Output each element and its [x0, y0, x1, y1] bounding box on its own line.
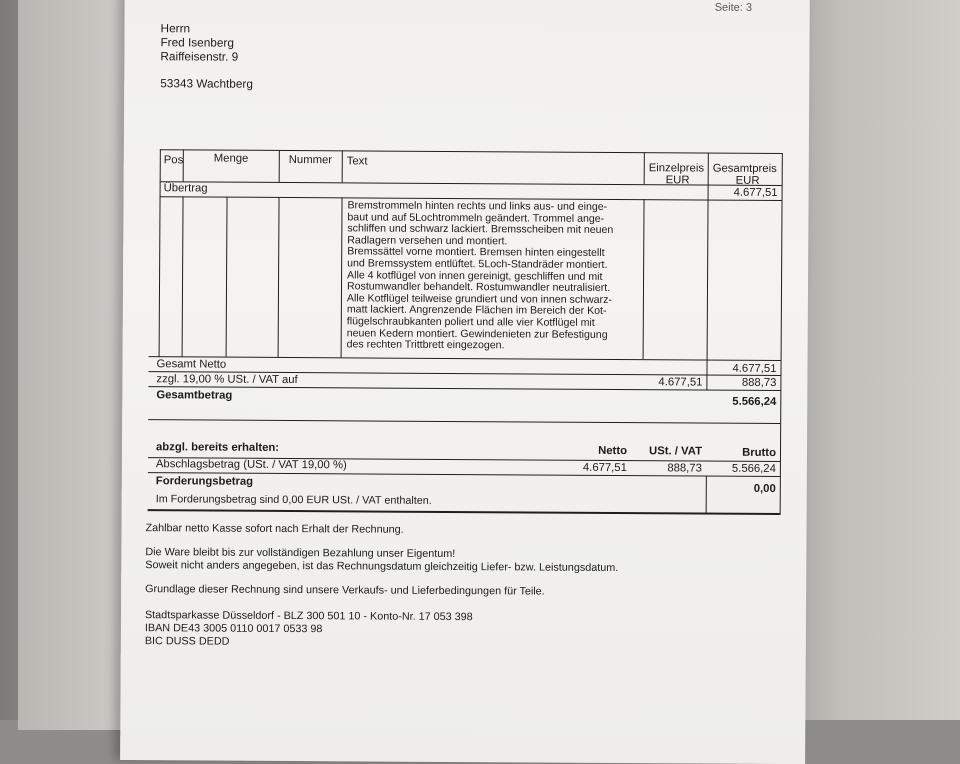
background-right [790, 0, 960, 720]
abschlag-label: Abschlagsbetrag (USt. / VAT 19,00 %) [155, 458, 347, 472]
forderung-label: Forderungsbetrag [155, 475, 254, 488]
gesamt-netto-label: Gesamt Netto [156, 358, 227, 371]
received-col-vat: USt. / VAT [649, 445, 703, 458]
received-label: abzgl. bereits erhalten: [155, 441, 280, 454]
recipient-city: 53343 Wachtberg [160, 76, 253, 91]
col-header-menge: Menge [213, 152, 249, 165]
col-header-einzelpreis: Einzelpreis [648, 162, 705, 175]
col-header-nummer: Nummer [288, 154, 333, 167]
col-header-gesamtpreis-unit: EUR [735, 174, 760, 187]
description-line: Rostumwandler behandelt. Rostumwandler neutralisiert. [346, 280, 611, 295]
gesamtbetrag-value: 5.566,24 [732, 395, 777, 408]
uebertrag-label: Übertrag [163, 182, 208, 195]
bank-details: Stadtsparkasse Düsseldorf - BLZ 300 501 10 - Konto-Nr. 17 053 398 [144, 609, 473, 624]
page-number: Seite: 3 [714, 1, 753, 14]
received-col-netto: Netto [598, 444, 628, 458]
received-col-brutto: Brutto [742, 446, 777, 459]
description-line: neuen Kedern montiert. Gewindenieten zur Befestigung [346, 326, 608, 341]
gesamt-netto-value: 4.677,51 [732, 362, 777, 375]
description-line: Radlagern versehen und montiert. [347, 234, 508, 248]
vat-value: 888,73 [741, 376, 777, 389]
vat-label: zzgl. 19,00 % USt. / VAT auf [156, 373, 298, 387]
description-line: flügelschraubkanten poliert und alle vier Kotflügel mit [346, 315, 595, 329]
ownership-note: Die Ware bleibt bis zur vollständigen Bezahlung unser Eigentum! [145, 546, 456, 561]
terms-note: Grundlage dieser Rechnung sind unsere Verkaufs- und Lieferbedingungen für Teile. [145, 583, 545, 598]
abschlag-brutto: 5.566,24 [731, 462, 776, 475]
description-line: matt lackiert. Angrenzende Flächen im Bereich der Kot- [346, 303, 607, 318]
recipient-salutation: Herrn [160, 21, 191, 36]
invoice-page [120, 0, 810, 764]
abschlag-vat: 888,73 [667, 462, 702, 475]
forderung-note: Im Forderungsbetrag sind 0,00 EUR USt. / VAT enthalten. [155, 493, 432, 507]
description-line: und Bremssystem entlüftet. 5Loch-Standräder montiert. [347, 257, 608, 271]
col-header-einzelpreis-unit: EUR [665, 174, 690, 187]
item-description [347, 200, 628, 352]
recipient-street: Raiffeisenstr. 9 [160, 49, 239, 64]
col-header-gesamtpreis: Gesamtpreis [712, 162, 777, 175]
iban: IBAN DE43 3005 0110 0017 0533 98 [144, 622, 323, 636]
description-line: Bremssättel vorne montiert. Bremsen hinten eingestellt [347, 245, 605, 260]
recipient-name: Fred Isenberg [160, 35, 234, 50]
col-header-pos: Pos [163, 154, 184, 167]
description-line: des rechten Trittbrett eingezogen. [346, 338, 505, 352]
description-line: baut und auf 5Lochtrommeln geändert. Trommel ange- [347, 210, 605, 225]
col-header-text: Text [346, 155, 368, 168]
gesamtbetrag-label: Gesamtbetrag [156, 389, 233, 402]
vat-base-value: 4.677,51 [658, 376, 703, 389]
description-line: Bremstrommeln hinten rechts und links aus- und einge- [347, 199, 608, 213]
payment-terms: Zahlbar netto Kasse sofort nach Erhalt der Rechnung. [145, 522, 404, 536]
date-note: Soweit nicht anders angegeben, ist das Rechnungsdatum gleichzeitig Liefer- bzw. Leistungsdatum. [145, 559, 619, 575]
description-line: schliffen und schwarz lackiert. Bremsscheiben mit neuen [347, 222, 614, 237]
abschlag-netto: 4.677,51 [582, 461, 627, 475]
description-line: Alle Kotflügel teilweise grundiert und von innen schwarz- [346, 292, 612, 306]
forderung-value: 0,00 [753, 482, 776, 495]
description-line: Alle 4 kotflügel von innen gereinigt, geschliffen und mit [347, 268, 603, 283]
bic: BIC DUSS DEDD [144, 635, 230, 648]
uebertrag-value: 4.677,51 [733, 186, 778, 199]
